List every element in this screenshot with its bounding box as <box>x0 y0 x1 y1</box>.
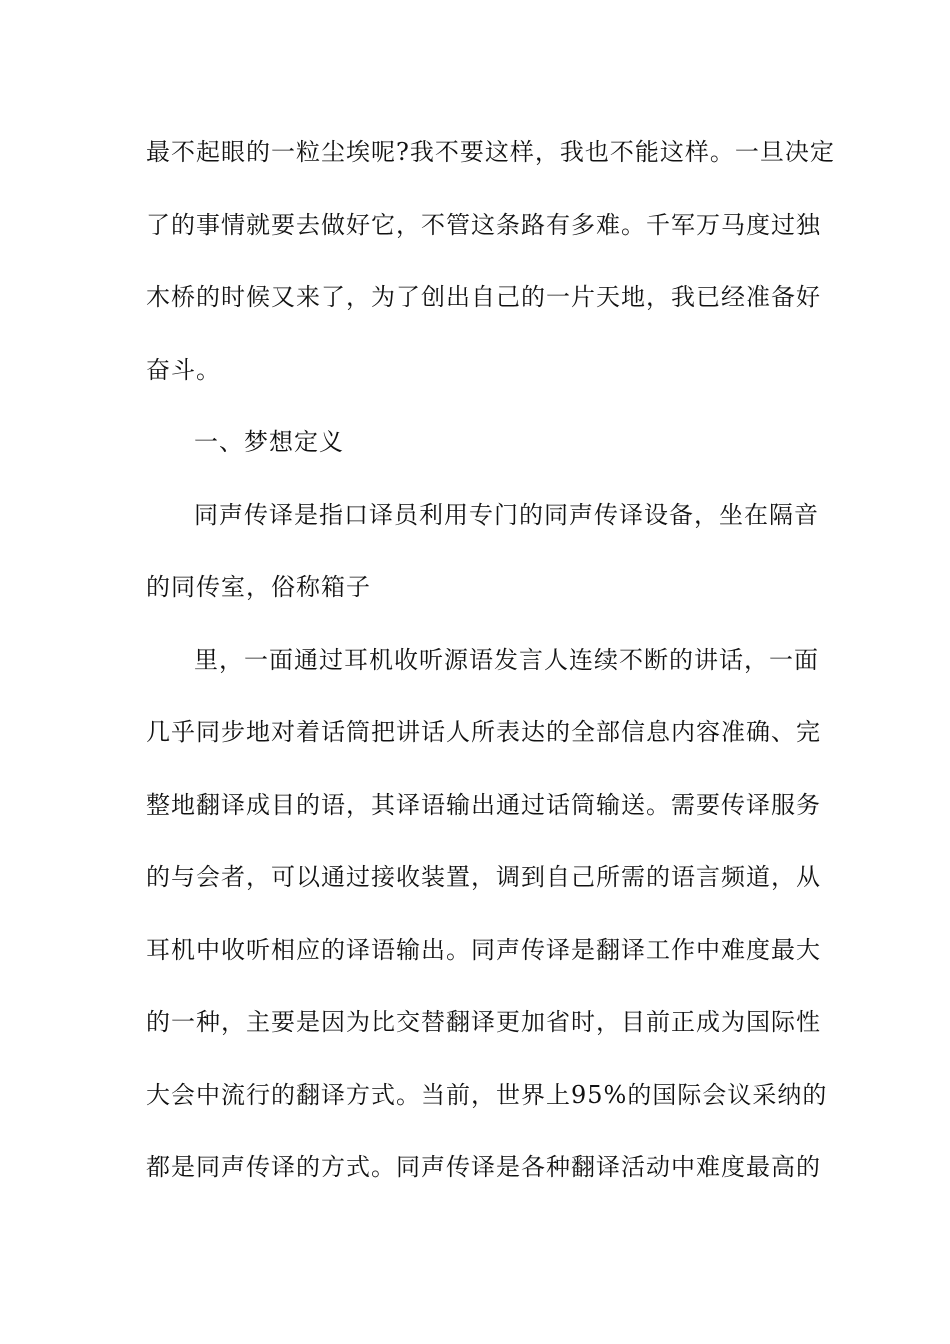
text-line: 整地翻译成目的语，其译语输出通过话筒输送。需要传译服务 <box>146 790 821 819</box>
text-line: 的一种，主要是因为比交替翻译更加省时，目前正成为国际性 <box>146 1008 821 1036</box>
text-line: 大会中流行的翻译方式。当前，世界上95%的国际会议采纳的 <box>146 1080 828 1109</box>
text-line: 同声传译是指口译员利用专门的同声传译设备，坐在隔音 <box>194 500 819 529</box>
text-line: 里，一面通过耳机收听源语发言人连续不断的讲话，一面 <box>194 645 819 674</box>
text-line: 几乎同步地对着话筒把讲话人所表达的全部信息内容准确、完 <box>146 718 821 746</box>
text-line: 的同传室，俗称箱子 <box>146 573 371 601</box>
text-line: 木桥的时候又来了，为了创出自己的一片天地，我已经准备好 <box>146 283 821 311</box>
text-line: 了的事情就要去做好它，不管这条路有多难。千军万马度过独 <box>146 210 821 239</box>
text-line: 都是同声传译的方式。同声传译是各种翻译活动中难度最高的 <box>146 1153 821 1181</box>
section-heading: 一、梦想定义 <box>194 428 344 456</box>
text-line: 最不起眼的一粒尘埃呢?我不要这样，我也不能这样。一旦决定 <box>146 138 835 166</box>
text-line: 奋斗。 <box>146 355 221 384</box>
text-line: 的与会者，可以通过接收装置，调到自己所需的语言频道，从 <box>146 863 821 891</box>
body-text <box>146 130 835 1218</box>
text-line: 耳机中收听相应的译语输出。同声传译是翻译工作中难度最大 <box>146 935 821 964</box>
